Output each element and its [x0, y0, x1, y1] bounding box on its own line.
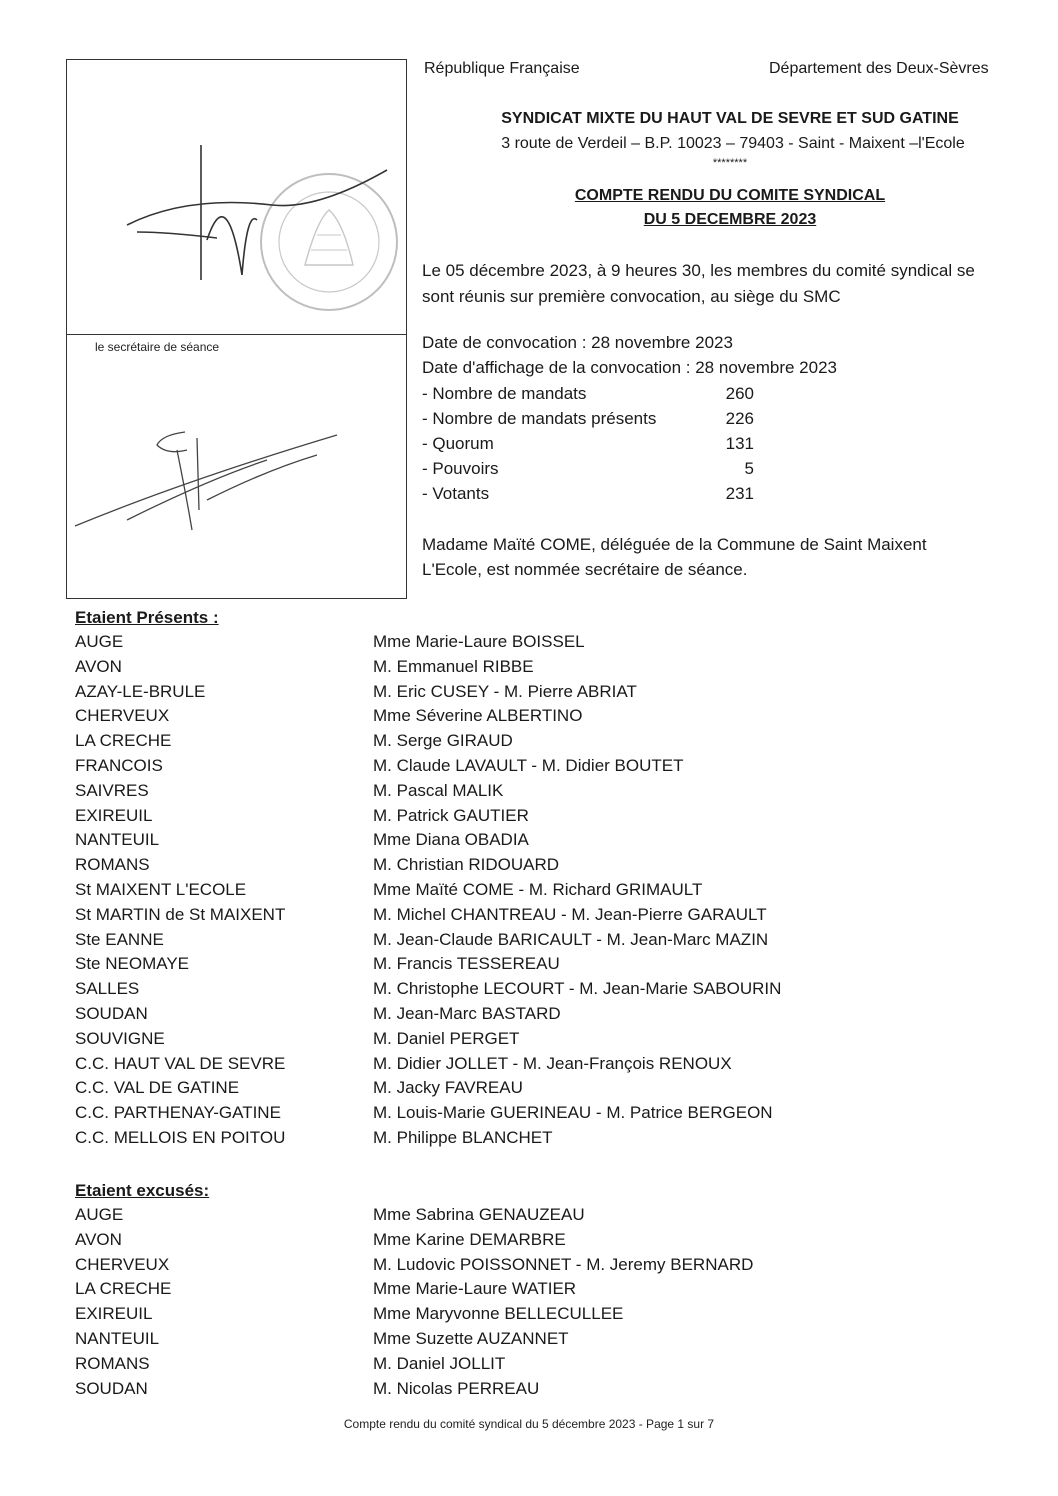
commune-name: NANTEUIL	[75, 1328, 160, 1348]
member-names: M. Louis-Marie GUERINEAU - M. Patrice BERGEON	[373, 1103, 773, 1123]
date-affichage: Date d'affichage de la convocation : 28 novembre 2023	[422, 358, 837, 377]
list-item	[75, 779, 975, 804]
signature-stamp-box	[66, 59, 407, 599]
stat-value: 260	[725, 384, 754, 403]
commune-name: CHERVEUX	[75, 706, 170, 726]
commune-name: EXIREUIL	[75, 805, 153, 825]
intro-line-1: Le 05 décembre 2023, à 9 heures 30, les membres du comité syndical se	[422, 261, 975, 280]
commune-name: C.C. VAL DE GATINE	[75, 1078, 240, 1098]
stat-value: 131	[725, 434, 754, 453]
list-item	[75, 1076, 975, 1101]
stat-row	[422, 431, 762, 456]
presents-list	[75, 630, 975, 1151]
list-item	[75, 878, 975, 903]
member-names: M. Claude LAVAULT - M. Didier BOUTET	[373, 755, 684, 775]
organization-name: SYNDICAT MIXTE DU HAUT VAL DE SEVRE ET SUD GATINE	[501, 110, 959, 127]
member-names: Mme Séverine ALBERTINO	[373, 706, 583, 726]
commune-name: LA CRECHE	[75, 1279, 172, 1299]
commune-name: LA CRECHE	[75, 731, 172, 751]
presents-heading: Etaient Présents :	[75, 608, 219, 627]
organization-address: 3 route de Verdeil – B.P. 10023 – 79403 - Saint - Maixent –l'Ecole	[501, 135, 965, 152]
commune-name: Ste NEOMAYE	[75, 954, 189, 974]
member-names: M. Jacky FAVREAU	[373, 1078, 523, 1098]
list-item	[75, 1377, 975, 1402]
commune-name: SALLES	[75, 979, 140, 999]
member-names: Mme Sabrina GENAUZEAU	[373, 1205, 585, 1224]
stat-value: 231	[725, 484, 754, 503]
stat-row	[422, 456, 762, 481]
president-signature-icon	[127, 145, 387, 280]
member-names: Mme Maïté COME - M. Richard GRIMAULT	[373, 879, 703, 899]
commune-name: Ste EANNE	[75, 929, 164, 949]
list-item	[75, 1052, 975, 1077]
list-item	[75, 655, 975, 680]
member-names: M. Nicolas PERREAU	[373, 1378, 540, 1398]
stat-row	[422, 381, 762, 406]
member-names: M. Michel CHANTREAU - M. Jean-Pierre GARAULT	[373, 904, 767, 924]
commune-name: SOUDAN	[75, 1003, 148, 1023]
list-item	[75, 853, 975, 878]
commune-name: ROMANS	[75, 855, 150, 875]
list-item	[75, 680, 975, 705]
commune-name: St MARTIN de St MAIXENT	[75, 904, 286, 924]
member-names: Mme Marie-Laure BOISSEL	[373, 632, 585, 651]
departement-label: Département des Deux-Sèvres	[769, 60, 989, 77]
member-names: M. Daniel PERGET	[373, 1028, 520, 1048]
member-names: Mme Maryvonne BELLECULLEE	[373, 1304, 624, 1324]
stat-label: - Quorum	[422, 434, 494, 453]
commune-name: AUGE	[75, 632, 124, 651]
member-names: M. Ludovic POISSONNET - M. Jeremy BERNARD	[373, 1254, 754, 1274]
separator-stars: ********	[712, 157, 748, 169]
stat-label: - Votants	[422, 484, 490, 503]
stat-label: - Pouvoirs	[422, 459, 499, 478]
list-item	[75, 1228, 975, 1253]
member-names: M. Eric CUSEY - M. Pierre ABRIAT	[373, 681, 637, 701]
list-item	[75, 952, 975, 977]
stat-value: 226	[725, 409, 754, 428]
member-names: M. Francis TESSEREAU	[373, 954, 560, 974]
commune-name: SAIVRES	[75, 780, 149, 800]
member-names: M. Didier JOLLET - M. Jean-François RENOUX	[373, 1053, 732, 1073]
excuses-heading: Etaient excusés:	[75, 1181, 210, 1200]
intro-paragraph	[422, 258, 1042, 314]
commune-name: EXIREUIL	[75, 1304, 153, 1324]
signatures-and-seal	[67, 60, 406, 598]
list-item	[75, 1352, 975, 1377]
excuses-list	[75, 1203, 975, 1401]
commune-name: St MAIXENT L'ECOLE	[75, 879, 247, 899]
stat-value: 5	[744, 459, 754, 478]
official-seal-icon	[261, 174, 397, 310]
stat-label: - Nombre de mandats	[422, 384, 587, 403]
commune-name: FRANCOIS	[75, 755, 163, 775]
commune-name: AVON	[75, 656, 122, 676]
commune-name: SOUDAN	[75, 1378, 148, 1398]
commune-name: NANTEUIL	[75, 830, 160, 850]
member-names: M. Emmanuel RIBBE	[373, 656, 534, 676]
member-names: Mme Karine DEMARBRE	[373, 1229, 566, 1249]
commune-name: ROMANS	[75, 1353, 150, 1373]
list-item	[75, 903, 975, 928]
secretaire-line-2: L'Ecole, est nommée secrétaire de séance.	[422, 560, 748, 579]
list-item	[75, 1277, 975, 1302]
list-item	[75, 1027, 975, 1052]
stat-label: - Nombre de mandats présents	[422, 409, 657, 428]
member-names: M. Philippe BLANCHET	[373, 1127, 553, 1147]
list-item	[75, 1101, 975, 1126]
republique-label: République Française	[424, 60, 580, 77]
commune-name: AUGE	[75, 1205, 124, 1224]
list-item	[75, 977, 975, 1002]
list-item	[75, 729, 975, 754]
member-names: M. Serge GIRAUD	[373, 731, 513, 751]
list-item	[75, 1126, 975, 1151]
list-item	[75, 804, 975, 829]
secretary-signature-icon	[75, 432, 337, 530]
commune-name: AZAY-LE-BRULE	[75, 681, 206, 701]
list-item	[75, 1302, 975, 1327]
commune-name: C.C. PARTHENAY-GATINE	[75, 1103, 281, 1123]
member-names: M. Jean-Claude BARICAULT - M. Jean-Marc MAZIN	[373, 929, 769, 949]
member-names: M. Patrick GAUTIER	[373, 805, 529, 825]
intro-line-2: sont réunis sur première convocation, au siège du SMC	[422, 287, 841, 306]
member-names: M. Christophe LECOURT - M. Jean-Marie SABOURIN	[373, 979, 782, 999]
commune-name: C.C. HAUT VAL DE SEVRE	[75, 1053, 286, 1073]
list-item	[75, 630, 975, 655]
list-item	[75, 1002, 975, 1027]
stat-row	[422, 481, 762, 506]
list-item	[75, 828, 975, 853]
commune-name: SOUVIGNE	[75, 1028, 165, 1048]
document-subtitle-date: DU 5 DECEMBRE 2023	[643, 211, 817, 228]
page-footer: Compte rendu du comité syndical du 5 décembre 2023 - Page 1 sur 7	[343, 1417, 715, 1431]
member-names: M. Christian RIDOUARD	[373, 855, 560, 875]
member-names: Mme Suzette AUZANNET	[373, 1328, 569, 1348]
stat-row	[422, 406, 762, 431]
list-item	[75, 928, 975, 953]
commune-name: C.C. MELLOIS EN POITOU	[75, 1127, 286, 1147]
member-names: M. Daniel JOLLIT	[373, 1353, 506, 1373]
secretaire-label: le secrétaire de séance	[95, 340, 220, 354]
list-item	[75, 754, 975, 779]
list-item	[75, 1253, 975, 1278]
member-names: M. Pascal MALIK	[373, 780, 504, 800]
member-names: Mme Diana OBADIA	[373, 830, 529, 850]
member-names: M. Jean-Marc BASTARD	[373, 1003, 561, 1023]
list-item	[75, 1203, 975, 1228]
document-title: COMPTE RENDU DU COMITE SYNDICAL	[574, 187, 886, 204]
date-convocation: Date de convocation : 28 novembre 2023	[422, 333, 733, 352]
commune-name: AVON	[75, 1229, 122, 1249]
secretaire-line-1: Madame Maïté COME, déléguée de la Commune de Saint Maixent	[422, 535, 927, 554]
list-item	[75, 1327, 975, 1352]
commune-name: CHERVEUX	[75, 1254, 170, 1274]
list-item	[75, 704, 975, 729]
member-names: Mme Marie-Laure WATIER	[373, 1279, 577, 1299]
